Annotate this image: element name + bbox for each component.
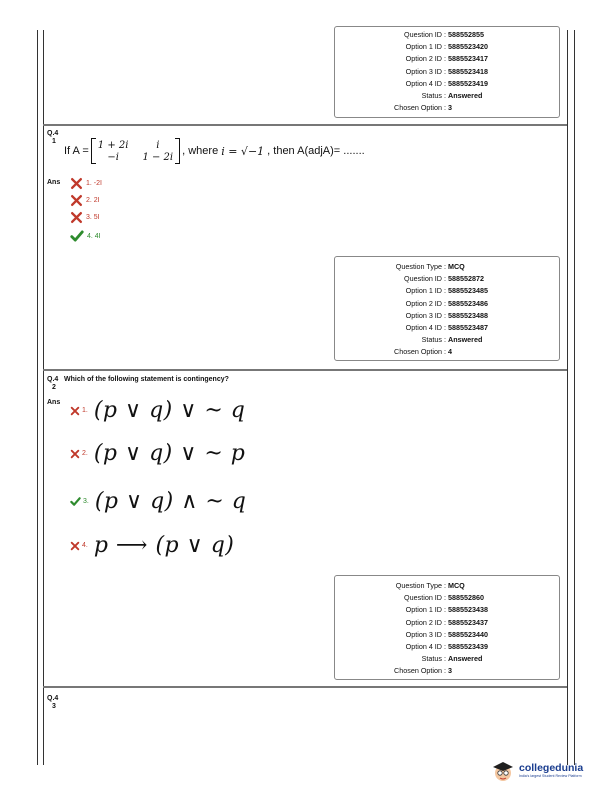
matrix-cell: −i bbox=[107, 151, 119, 163]
info-key: Option 2 ID : bbox=[405, 617, 446, 627]
info-value: 3 bbox=[448, 103, 452, 113]
right-border-outer bbox=[574, 30, 575, 765]
info-value: 588552872 bbox=[448, 274, 484, 284]
section-divider bbox=[43, 686, 567, 688]
wrong-cross-icon bbox=[70, 406, 80, 416]
question-number-bottom: 1 bbox=[52, 138, 56, 145]
info-key: Option 1 ID : bbox=[405, 605, 446, 615]
matrix-cell: 1 + 2i bbox=[97, 139, 129, 151]
info-key: Question Type : bbox=[395, 262, 446, 271]
brand-name: collegedunia bbox=[519, 762, 584, 774]
option-expression: (p ∨ q) ∧ ~ q bbox=[94, 489, 247, 514]
info-value: Answered bbox=[448, 335, 483, 345]
question-middle: , where bbox=[182, 145, 219, 157]
question-info-box bbox=[334, 575, 560, 680]
info-value: 5885523440 bbox=[448, 629, 488, 639]
option-expression: (p ∨ q) ∨ ~ q bbox=[93, 398, 246, 423]
option-label: 1. -2I bbox=[86, 180, 102, 187]
left-border-outer bbox=[37, 30, 38, 765]
correct-tick-icon bbox=[70, 496, 81, 507]
info-row bbox=[335, 66, 559, 78]
option-label: 2. 2I bbox=[86, 197, 100, 204]
info-key: Option 3 ID : bbox=[405, 629, 446, 639]
answer-option bbox=[70, 229, 101, 243]
answer-option bbox=[70, 194, 100, 207]
info-row bbox=[335, 310, 559, 322]
info-row bbox=[335, 346, 559, 358]
info-row bbox=[335, 285, 559, 297]
info-value: 5885523417 bbox=[448, 54, 488, 64]
info-row bbox=[335, 298, 559, 310]
info-value: 4 bbox=[448, 347, 452, 357]
wrong-cross-icon bbox=[70, 541, 80, 551]
matrix-right-bracket bbox=[175, 138, 180, 164]
info-row bbox=[335, 90, 559, 102]
imaginary-condition: i = √−1 bbox=[221, 144, 265, 158]
info-key: Option 2 ID : bbox=[405, 54, 446, 64]
question-prefix: If A = bbox=[64, 145, 89, 157]
answer-option bbox=[70, 441, 245, 466]
info-row bbox=[335, 334, 559, 346]
info-row bbox=[335, 78, 559, 90]
info-key: Status : bbox=[421, 90, 446, 100]
info-row bbox=[335, 617, 559, 629]
info-key: Option 1 ID : bbox=[405, 286, 446, 296]
info-row bbox=[335, 604, 559, 616]
info-value: 5885523486 bbox=[448, 298, 488, 308]
question-info-box bbox=[334, 26, 560, 118]
info-value: MCQ bbox=[448, 262, 465, 271]
answer-option bbox=[70, 533, 234, 558]
info-row bbox=[335, 273, 559, 285]
answer-option bbox=[70, 398, 245, 423]
info-key: Chosen Option : bbox=[394, 347, 446, 357]
info-value: 5885523438 bbox=[448, 605, 488, 615]
info-row bbox=[335, 653, 559, 665]
matrix-cell: 1 − 2i bbox=[142, 151, 174, 163]
option-number: 2. bbox=[82, 450, 88, 457]
option-expression: p ⟶ (p ∨ q) bbox=[93, 533, 235, 558]
left-border-inner bbox=[43, 30, 44, 765]
info-key: Question ID : bbox=[404, 30, 446, 39]
question-number-top: Q.4 bbox=[47, 695, 59, 702]
info-row bbox=[335, 629, 559, 641]
info-row bbox=[335, 41, 559, 53]
info-row bbox=[335, 592, 559, 604]
info-row bbox=[335, 641, 559, 653]
info-key: Question ID : bbox=[404, 593, 446, 603]
info-value: 5885523420 bbox=[448, 42, 488, 52]
info-value: 5885523488 bbox=[448, 310, 488, 320]
info-key: Option 2 ID : bbox=[405, 298, 446, 308]
info-value: 5885523437 bbox=[448, 617, 488, 627]
answer-option bbox=[70, 489, 246, 514]
info-value: MCQ bbox=[448, 581, 465, 590]
matrix-cell: i bbox=[156, 139, 160, 151]
question-number bbox=[47, 376, 58, 392]
info-key: Status : bbox=[421, 335, 446, 345]
info-row bbox=[335, 102, 559, 114]
info-row bbox=[335, 29, 559, 41]
option-label: 4. 4I bbox=[87, 232, 101, 240]
question-number-bottom: 2 bbox=[52, 384, 56, 391]
info-key: Option 1 ID : bbox=[405, 42, 446, 52]
question-info-box bbox=[334, 256, 560, 361]
info-key: Chosen Option : bbox=[394, 103, 446, 113]
question-number-top: Q.4 bbox=[47, 376, 59, 383]
wrong-cross-icon bbox=[70, 211, 83, 224]
info-row bbox=[335, 580, 559, 592]
option-expression: (p ∨ q) ∨ ~ p bbox=[93, 441, 246, 466]
info-key: Option 4 ID : bbox=[405, 641, 446, 651]
option-number: 4. bbox=[82, 542, 88, 549]
option-label: 3. 5I bbox=[86, 214, 100, 221]
question-number bbox=[47, 130, 58, 146]
info-key: Status : bbox=[421, 654, 446, 664]
info-key: Option 3 ID : bbox=[405, 310, 446, 320]
info-value: 588552860 bbox=[448, 593, 484, 603]
info-value: 5885523419 bbox=[448, 78, 488, 88]
info-row bbox=[335, 665, 559, 677]
info-key: Chosen Option : bbox=[394, 666, 446, 676]
question-text bbox=[64, 138, 365, 164]
wrong-cross-icon bbox=[70, 194, 83, 207]
brand-tagline: India's largest Student Review Platform bbox=[519, 774, 582, 778]
info-row bbox=[335, 53, 559, 65]
info-value: 5885523485 bbox=[448, 286, 488, 296]
question-text: Which of the following statement is contingency? bbox=[64, 376, 229, 383]
wrong-cross-icon bbox=[70, 177, 83, 190]
section-divider bbox=[43, 124, 567, 126]
option-number: 1. bbox=[82, 407, 88, 414]
section-divider bbox=[43, 369, 567, 371]
info-row bbox=[335, 261, 559, 273]
collegedunia-logo bbox=[490, 758, 583, 784]
question-suffix: , then A(adjA)= ....... bbox=[267, 145, 365, 157]
right-border-inner bbox=[567, 30, 568, 765]
info-value: Answered bbox=[448, 654, 483, 664]
option-number: 3. bbox=[83, 498, 89, 505]
info-value: 588552855 bbox=[448, 30, 484, 39]
info-key: Option 4 ID : bbox=[405, 78, 446, 88]
info-value: 5885523418 bbox=[448, 66, 488, 76]
question-number-bottom: 3 bbox=[52, 703, 56, 710]
info-value: 3 bbox=[448, 666, 452, 676]
info-key: Question ID : bbox=[404, 274, 446, 284]
info-value: Answered bbox=[448, 90, 483, 100]
wrong-cross-icon bbox=[70, 449, 80, 459]
answer-label: Ans bbox=[47, 399, 61, 406]
answer-option bbox=[70, 177, 102, 190]
question-number bbox=[47, 695, 58, 711]
answer-label: Ans bbox=[47, 179, 61, 186]
question-number-top: Q.4 bbox=[47, 130, 59, 137]
info-key: Option 3 ID : bbox=[405, 66, 446, 76]
info-key: Option 4 ID : bbox=[405, 322, 446, 332]
matrix-a bbox=[91, 138, 180, 164]
info-value: 5885523487 bbox=[448, 322, 488, 332]
answer-option bbox=[70, 211, 100, 224]
mascot-icon bbox=[490, 758, 516, 784]
correct-tick-icon bbox=[70, 229, 84, 243]
info-key: Question Type : bbox=[395, 581, 446, 590]
info-row bbox=[335, 322, 559, 334]
info-value: 5885523439 bbox=[448, 641, 488, 651]
